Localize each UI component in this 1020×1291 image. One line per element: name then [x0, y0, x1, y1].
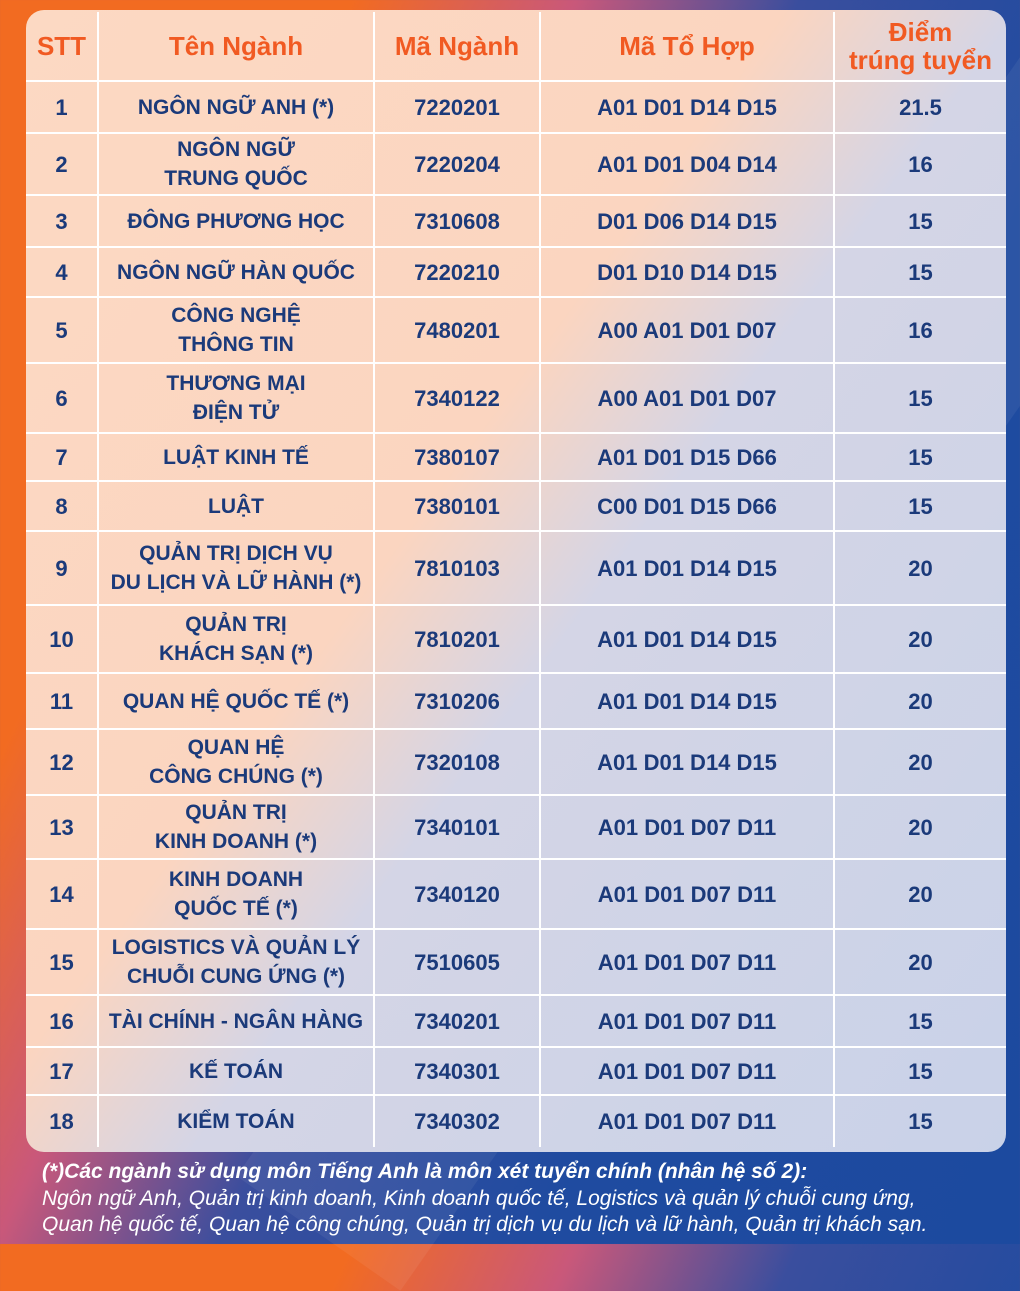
row-cutoff-score: 20	[834, 795, 1006, 859]
footnote-title: (*)Các ngành sử dụng môn Tiếng Anh là môn xét tuyển chính (nhân hệ số 2):	[42, 1160, 808, 1183]
header-score-line1: Điểm	[888, 17, 953, 47]
major-name-line: CÔNG NGHỆ	[171, 304, 301, 327]
major-name-line: QUẢN TRỊ	[185, 801, 287, 824]
major-name-line: QUẢN TRỊ DỊCH VỤ	[139, 542, 333, 565]
admission-score-table	[26, 12, 1006, 1147]
row-major-code: 7220201	[374, 81, 540, 133]
row-major-code: 7220204	[374, 133, 540, 195]
row-major-code: 7810103	[374, 531, 540, 605]
row-major-code: 7310608	[374, 195, 540, 247]
table-row	[26, 795, 1006, 859]
row-cutoff-score: 20	[834, 673, 1006, 729]
header-subject-combination: Mã Tổ Hợp	[540, 12, 834, 81]
row-major-name	[98, 81, 374, 133]
header-cutoff-score	[834, 12, 1006, 81]
row-cutoff-score: 15	[834, 1047, 1006, 1095]
row-major-name	[98, 729, 374, 795]
major-name-line: TRUNG QUỐC	[164, 167, 308, 190]
table-row	[26, 363, 1006, 433]
row-subject-combination: C00 D01 D15 D66	[540, 481, 834, 531]
header-score-line2: trúng tuyển	[849, 45, 992, 75]
row-cutoff-score: 16	[834, 297, 1006, 363]
major-name-line: NGÔN NGỮ	[177, 138, 295, 161]
row-stt: 9	[26, 531, 98, 605]
row-subject-combination: A01 D01 D14 D15	[540, 531, 834, 605]
table-row	[26, 995, 1006, 1047]
row-stt: 11	[26, 673, 98, 729]
major-name-line: LOGISTICS VÀ QUẢN LÝ	[111, 936, 361, 959]
row-cutoff-score: 15	[834, 433, 1006, 481]
major-name-line: QUỐC TẾ (*)	[174, 897, 298, 920]
row-major-name	[98, 363, 374, 433]
row-subject-combination: A01 D01 D15 D66	[540, 433, 834, 481]
row-cutoff-score: 15	[834, 995, 1006, 1047]
row-major-code: 7340122	[374, 363, 540, 433]
major-name-line: CÔNG CHÚNG (*)	[149, 765, 323, 788]
row-cutoff-score: 20	[834, 531, 1006, 605]
major-name-line: ĐÔNG PHƯƠNG HỌC	[127, 209, 345, 233]
row-stt: 13	[26, 795, 98, 859]
row-subject-combination: A01 D01 D07 D11	[540, 859, 834, 929]
row-major-code: 7340302	[374, 1095, 540, 1147]
header-stt: STT	[26, 12, 98, 81]
table-row	[26, 605, 1006, 673]
row-major-code: 7510605	[374, 929, 540, 995]
row-stt: 7	[26, 433, 98, 481]
row-major-code: 7310206	[374, 673, 540, 729]
row-cutoff-score: 15	[834, 481, 1006, 531]
row-cutoff-score: 15	[834, 363, 1006, 433]
row-stt: 2	[26, 133, 98, 195]
major-name-line: QUẢN TRỊ	[185, 613, 287, 636]
row-major-name	[98, 795, 374, 859]
row-major-name	[98, 605, 374, 673]
table-row	[26, 859, 1006, 929]
row-major-name	[98, 297, 374, 363]
major-name-line: KINH DOANH (*)	[154, 830, 318, 853]
footnote	[42, 1158, 1012, 1238]
table-row	[26, 433, 1006, 481]
row-major-code: 7320108	[374, 729, 540, 795]
row-cutoff-score: 15	[834, 195, 1006, 247]
row-major-code: 7380101	[374, 481, 540, 531]
row-subject-combination: A00 A01 D01 D07	[540, 363, 834, 433]
row-stt: 17	[26, 1047, 98, 1095]
row-cutoff-score: 20	[834, 605, 1006, 673]
row-stt: 8	[26, 481, 98, 531]
row-cutoff-score: 20	[834, 859, 1006, 929]
row-subject-combination: A01 D01 D14 D15	[540, 605, 834, 673]
row-subject-combination: A01 D01 D07 D11	[540, 995, 834, 1047]
major-name-line: ĐIỆN TỬ	[192, 401, 280, 424]
table-row	[26, 81, 1006, 133]
table-row	[26, 531, 1006, 605]
major-name-line: NGÔN NGỮ ANH (*)	[137, 95, 335, 119]
major-name-line: LUẬT	[208, 494, 264, 518]
major-name-line: LUẬT KINH TẾ	[163, 445, 309, 469]
table-row	[26, 1047, 1006, 1095]
header-major-name: Tên Ngành	[98, 12, 374, 81]
row-stt: 4	[26, 247, 98, 297]
major-name-line: KIỂM TOÁN	[177, 1110, 295, 1133]
row-subject-combination: A00 A01 D01 D07	[540, 297, 834, 363]
row-stt: 12	[26, 729, 98, 795]
row-major-name	[98, 673, 374, 729]
table-row	[26, 195, 1006, 247]
row-major-name	[98, 433, 374, 481]
row-major-name	[98, 1047, 374, 1095]
row-cutoff-score: 15	[834, 1095, 1006, 1147]
row-subject-combination: A01 D01 D07 D11	[540, 929, 834, 995]
table-row	[26, 297, 1006, 363]
row-major-name	[98, 929, 374, 995]
row-major-code: 7380107	[374, 433, 540, 481]
row-cutoff-score: 16	[834, 133, 1006, 195]
row-cutoff-score: 21.5	[834, 81, 1006, 133]
row-major-name	[98, 481, 374, 531]
major-name-line: THƯƠNG MẠI	[166, 372, 306, 395]
row-major-code: 7340101	[374, 795, 540, 859]
row-stt: 6	[26, 363, 98, 433]
row-subject-combination: A01 D01 D14 D15	[540, 729, 834, 795]
row-major-name	[98, 995, 374, 1047]
row-major-name	[98, 859, 374, 929]
major-name-line: TÀI CHÍNH - NGÂN HÀNG	[108, 1009, 364, 1033]
row-major-name	[98, 133, 374, 195]
major-name-line: CHUỖI CUNG ỨNG (*)	[126, 965, 346, 988]
row-subject-combination: A01 D01 D07 D11	[540, 1095, 834, 1147]
table-row	[26, 481, 1006, 531]
row-cutoff-score: 20	[834, 929, 1006, 995]
major-name-line: THÔNG TIN	[178, 333, 294, 356]
row-stt: 15	[26, 929, 98, 995]
row-subject-combination: D01 D06 D14 D15	[540, 195, 834, 247]
row-stt: 16	[26, 995, 98, 1047]
major-name-line: QUAN HỆ QUỐC TẾ (*)	[122, 689, 350, 713]
row-stt: 10	[26, 605, 98, 673]
row-stt: 14	[26, 859, 98, 929]
row-major-name	[98, 1095, 374, 1147]
row-stt: 3	[26, 195, 98, 247]
row-major-code: 7810201	[374, 605, 540, 673]
row-major-code: 7340301	[374, 1047, 540, 1095]
table-row	[26, 1095, 1006, 1147]
table-row	[26, 133, 1006, 195]
row-major-name	[98, 531, 374, 605]
row-major-code: 7480201	[374, 297, 540, 363]
major-name-line: KINH DOANH	[168, 868, 304, 891]
row-cutoff-score: 20	[834, 729, 1006, 795]
footnote-line-1: Ngôn ngữ Anh, Quản trị kinh doanh, Kinh doanh quốc tế, Logistics và quản lý chuỗi cung ứng,	[42, 1187, 916, 1210]
table-header-row	[26, 12, 1006, 81]
table-row	[26, 729, 1006, 795]
row-subject-combination: A01 D01 D07 D11	[540, 795, 834, 859]
row-subject-combination: A01 D01 D04 D14	[540, 133, 834, 195]
row-subject-combination: A01 D01 D07 D11	[540, 1047, 834, 1095]
table-row	[26, 929, 1006, 995]
row-major-name	[98, 247, 374, 297]
row-major-code: 7340201	[374, 995, 540, 1047]
table-row	[26, 673, 1006, 729]
footnote-line-2: Quan hệ quốc tế, Quan hệ công chúng, Quản trị dịch vụ du lịch và lữ hành, Quản trị khách sạn.	[42, 1213, 928, 1236]
major-name-line: NGÔN NGỮ HÀN QUỐC	[117, 260, 355, 284]
row-stt: 5	[26, 297, 98, 363]
row-subject-combination: A01 D01 D14 D15	[540, 673, 834, 729]
major-name-line: QUAN HỆ	[187, 736, 285, 759]
major-name-line: KẾ TOÁN	[188, 1059, 284, 1083]
row-stt: 1	[26, 81, 98, 133]
header-major-code: Mã Ngành	[374, 12, 540, 81]
row-subject-combination: D01 D10 D14 D15	[540, 247, 834, 297]
row-subject-combination: A01 D01 D14 D15	[540, 81, 834, 133]
row-major-code: 7220210	[374, 247, 540, 297]
row-major-name	[98, 195, 374, 247]
row-cutoff-score: 15	[834, 247, 1006, 297]
major-name-line: DU LỊCH VÀ LỮ HÀNH (*)	[110, 571, 362, 594]
table-row	[26, 247, 1006, 297]
major-name-line: KHÁCH SẠN (*)	[159, 642, 313, 665]
row-stt: 18	[26, 1095, 98, 1147]
row-major-code: 7340120	[374, 859, 540, 929]
